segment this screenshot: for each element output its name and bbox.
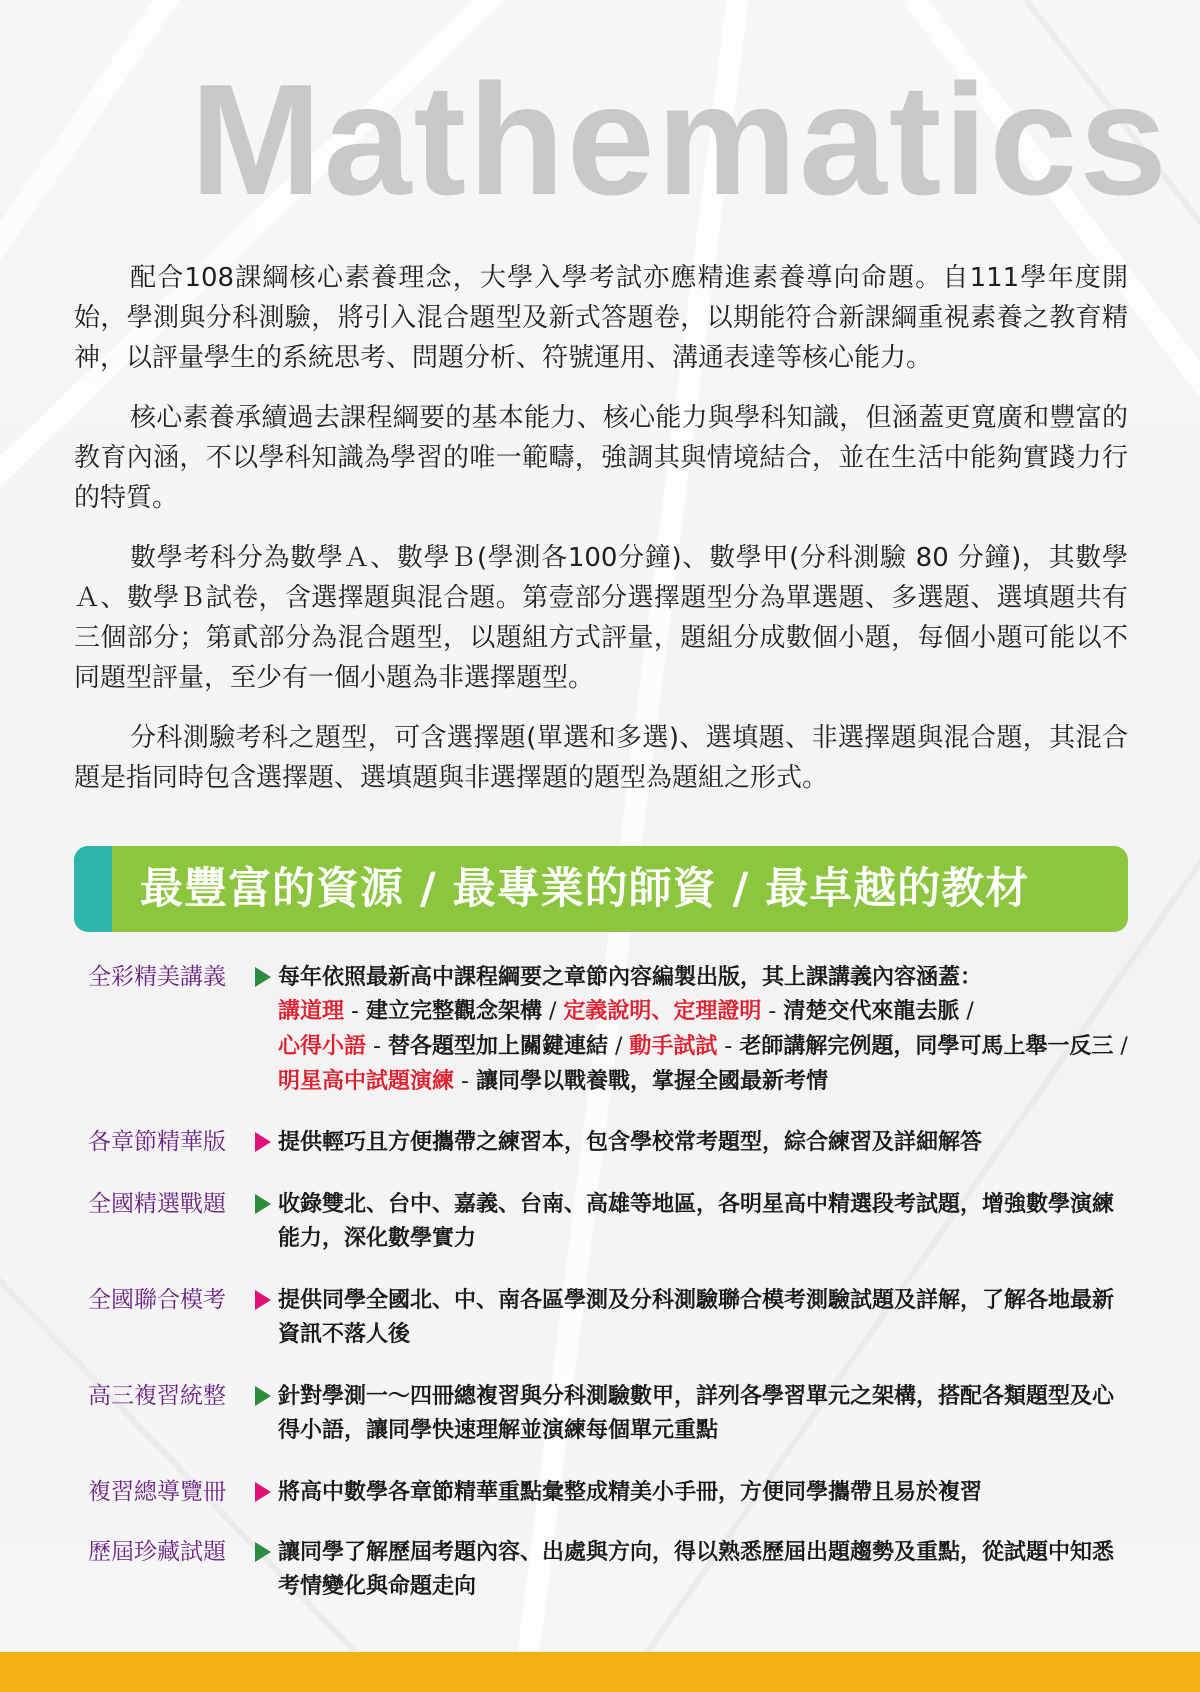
dash-separator: - xyxy=(717,1034,740,1059)
feature-item xyxy=(88,1283,1128,1351)
highlight-term: 心得小語 xyxy=(278,1034,367,1059)
triangle-arrow-icon xyxy=(248,1379,278,1413)
triangle-arrow-icon xyxy=(248,1187,278,1221)
slash-separator: / xyxy=(959,999,974,1024)
intro-paragraph: 核心素養承續過去課程綱要的基本能力、核心能力與學科知識，但涵蓋更寬廣和豐富的教育內涵，不以學科知識為學習的唯一範疇，強調其與情境結合，並在生活中能夠實踐力行的特質。 xyxy=(74,403,1128,513)
feature-description: 讓同學了解歷屆考題內容、出處與方向，得以熟悉歷屆出題趨勢及重點，從試題中知悉考情變化與命題走向 xyxy=(278,1539,1115,1599)
dash-separator: - xyxy=(344,999,366,1024)
intro-paragraph: 分科測驗考科之題型，可含選擇題(單選和多選)、選填題、非選擇題與混合題，其混合題是指同時包含選擇題、選填題與非選擇題的題型為題組之形式。 xyxy=(74,723,1128,793)
triangle-arrow-icon xyxy=(248,1283,278,1317)
dash-separator: - xyxy=(366,1034,388,1059)
feature-label: 全國聯合模考 xyxy=(88,1287,226,1313)
feature-description: 針對學測一～四冊總複習與分科測驗數甲，詳列各學習單元之架構，搭配各類題型及心得小語，讓同學快速理解並演練每個單元重點 xyxy=(278,1383,1115,1443)
feature-description: 收錄雙北、台中、嘉義、台南、高雄等地區，各明星高中精選段考試題，增強數學演練能力，深化數學實力 xyxy=(278,1191,1115,1251)
feature-description: 提供輕巧且方便攜帶之練習本，包含學校常考題型，綜合練習及詳細解答 xyxy=(278,1129,983,1155)
slash-separator: / xyxy=(541,999,564,1024)
feature-description: 將高中數學各章節精華重點彙整成精美小手冊，方便同學攜帶且易於複習 xyxy=(278,1479,983,1505)
feature-item xyxy=(88,1379,1128,1447)
term-description: 建立完整觀念架構 xyxy=(365,998,542,1024)
feature-item xyxy=(88,960,1128,1099)
dash-separator: - xyxy=(761,999,784,1024)
feature-item xyxy=(88,1125,1128,1159)
feature-description: 提供同學全國北、中、南各區學測及分科測驗聯合模考測驗試題及詳解，了解各地最新資訊不落人後 xyxy=(278,1287,1115,1347)
intro-section xyxy=(74,258,1128,818)
feature-label: 各章節精華版 xyxy=(88,1129,226,1155)
highlight-term: 明星高中試題演練 xyxy=(278,1069,455,1094)
highlight-term: 定義說明、定理證明 xyxy=(563,999,762,1024)
slash-separator: / xyxy=(1113,1034,1128,1059)
slogan-banner xyxy=(74,846,1128,932)
feature-label: 歷屆珍藏試題 xyxy=(88,1539,226,1565)
feature-label: 複習總導覽冊 xyxy=(88,1479,226,1505)
banner-text: 最豐富的資源 / 最專業的師資 / 最卓越的教材 xyxy=(140,864,1030,914)
page-title: Mathematics xyxy=(190,52,1170,228)
intro-paragraph: 數學考科分為數學Ａ、數學Ｂ(學測各100分鐘)、數學甲(分科測驗 80 分鐘)，其數學Ａ、數學Ｂ試卷，含選擇題與混合題。第壹部分選擇題型分為單選題、多選題、選填題共有三個部分；第貳部分為混合題型，以題組方式評量，題組分成數個小題，每個小題可能以不同題型評量，至少有一個小題為非選擇題型。 xyxy=(74,543,1128,693)
term-description: 清楚交代來龍去脈 xyxy=(783,998,960,1024)
triangle-arrow-icon xyxy=(248,1535,278,1569)
feature-description-intro: 每年依照最新高中課程綱要之章節內容編製出版，其上課講義內容涵蓋： xyxy=(278,964,983,990)
banner-accent xyxy=(74,846,112,932)
term-description: 替各題型加上關鍵連結 xyxy=(387,1033,608,1059)
feature-item xyxy=(88,1475,1128,1509)
feature-label: 全國精選戰題 xyxy=(88,1191,226,1217)
feature-item xyxy=(88,1535,1128,1603)
triangle-arrow-icon xyxy=(248,1125,278,1159)
highlight-term: 講道理 xyxy=(278,999,345,1024)
feature-label: 全彩精美講義 xyxy=(88,964,226,990)
feature-label: 高三複習統整 xyxy=(88,1383,226,1409)
triangle-arrow-icon xyxy=(248,1475,278,1509)
dash-separator: - xyxy=(454,1069,476,1094)
term-description: 老師講解完例題，同學可馬上舉一反三 xyxy=(739,1033,1114,1059)
highlight-term: 動手試試 xyxy=(629,1034,718,1059)
term-description: 讓同學以戰養戰，掌握全國最新考情 xyxy=(475,1068,828,1094)
feature-description xyxy=(278,960,1128,1099)
footer-bar xyxy=(0,1652,1200,1692)
intro-paragraph: 配合108課綱核心素養理念，大學入學考試亦應精進素養導向命題。自111學年度開始，學測與分科測驗，將引入混合題型及新式答題卷，以期能符合新課綱重視素養之教育精神，以評量學生的系統思考、問題分析、符號運用、溝通表達等核心能力。 xyxy=(74,263,1128,373)
feature-list xyxy=(88,960,1128,1603)
triangle-arrow-icon xyxy=(248,960,278,994)
slash-separator: / xyxy=(607,1034,630,1059)
feature-item xyxy=(88,1187,1128,1255)
